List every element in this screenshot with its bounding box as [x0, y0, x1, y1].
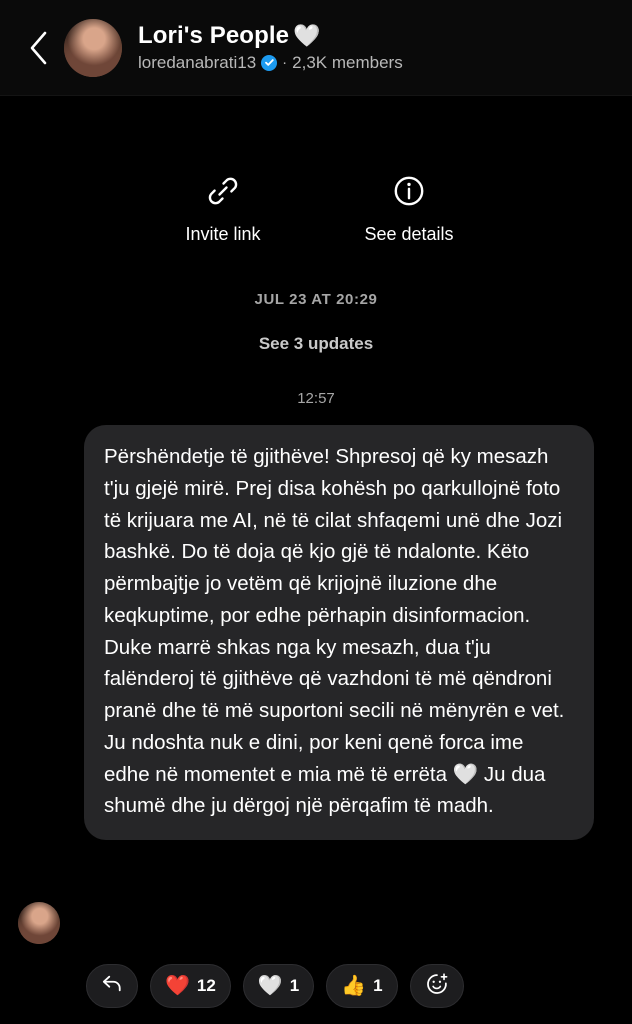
chat-actions: [0, 170, 632, 245]
conversation-meta: [0, 291, 632, 407]
sender-avatar-image: [18, 902, 60, 944]
date-divider: JUL 23 AT 20:29: [254, 291, 378, 308]
reaction-white-heart[interactable]: [243, 964, 314, 1008]
invite-link-button[interactable]: [163, 170, 283, 245]
back-button[interactable]: [16, 26, 60, 70]
see-details-label: See details: [364, 224, 454, 244]
chat-header: [0, 0, 632, 96]
link-icon: [203, 170, 243, 212]
white-heart-icon: 🤍: [293, 23, 321, 49]
avatar[interactable]: [64, 19, 122, 77]
add-emoji-icon: [425, 972, 449, 1001]
reaction-count: 1: [289, 976, 300, 995]
see-updates-link[interactable]: See 3 updates: [258, 334, 374, 353]
reaction-red-heart[interactable]: [150, 964, 231, 1008]
page-title: [138, 22, 403, 50]
avatar-image: [64, 19, 122, 77]
reply-button[interactable]: [86, 964, 138, 1008]
info-icon: [389, 170, 429, 212]
subtitle-separator: ·: [282, 54, 288, 72]
white-heart-icon: 🤍: [257, 975, 283, 997]
reply-arrow-icon: [101, 974, 123, 999]
reaction-count: 1: [373, 976, 383, 995]
reaction-thumbs-up[interactable]: [326, 964, 397, 1008]
invite-link-label: Invite link: [185, 224, 261, 244]
add-reaction-button[interactable]: [410, 964, 464, 1008]
red-heart-icon: ❤️: [165, 975, 190, 997]
thumbs-up-icon: 👍: [341, 975, 367, 997]
header-subtitle: [138, 53, 403, 73]
chevron-left-icon: [27, 30, 49, 66]
sender-avatar[interactable]: [18, 902, 60, 944]
message-bubble[interactable]: Përshëndetje të gjithëve! Shpresoj që ky mesazh t'ju gjejë mirë. Prej disa kohësh po qarkullojnë foto të krijuara me AI, në të cilat shfaqemi unë dhe Jozi bashkë. Do të doja që kjo gjë të ndalonte. Këto përmbajtje jo vetëm që krijojnë iluzione dhe keqkuptime, por edhe përhapin disinformacion. Duke marrë shkas nga ky mesazh, dua t'ju falënderoj të gjithëve që vazhdoni të më qëndroni pranë dhe të më suportoni secili në mënyrën e vet. Ju ndoshta nuk e dini, por keni qenë forca ime edhe në momentet e mia më të errëta 🤍 Ju dua shumë dhe ju dërgoj një përqafim të madh.: [84, 425, 594, 840]
group-title-text: Lori's People: [138, 22, 290, 50]
verified-badge-icon: [261, 55, 277, 71]
username-text: loredanabrati13: [138, 52, 257, 72]
see-details-button[interactable]: [349, 170, 469, 245]
reaction-bar: [86, 964, 464, 1008]
header-titles[interactable]: [138, 22, 403, 73]
reaction-count: 12: [196, 976, 216, 995]
message-timestamp: 12:57: [297, 390, 335, 407]
members-count: 2,3K members: [292, 52, 403, 72]
message-row: [0, 425, 632, 840]
